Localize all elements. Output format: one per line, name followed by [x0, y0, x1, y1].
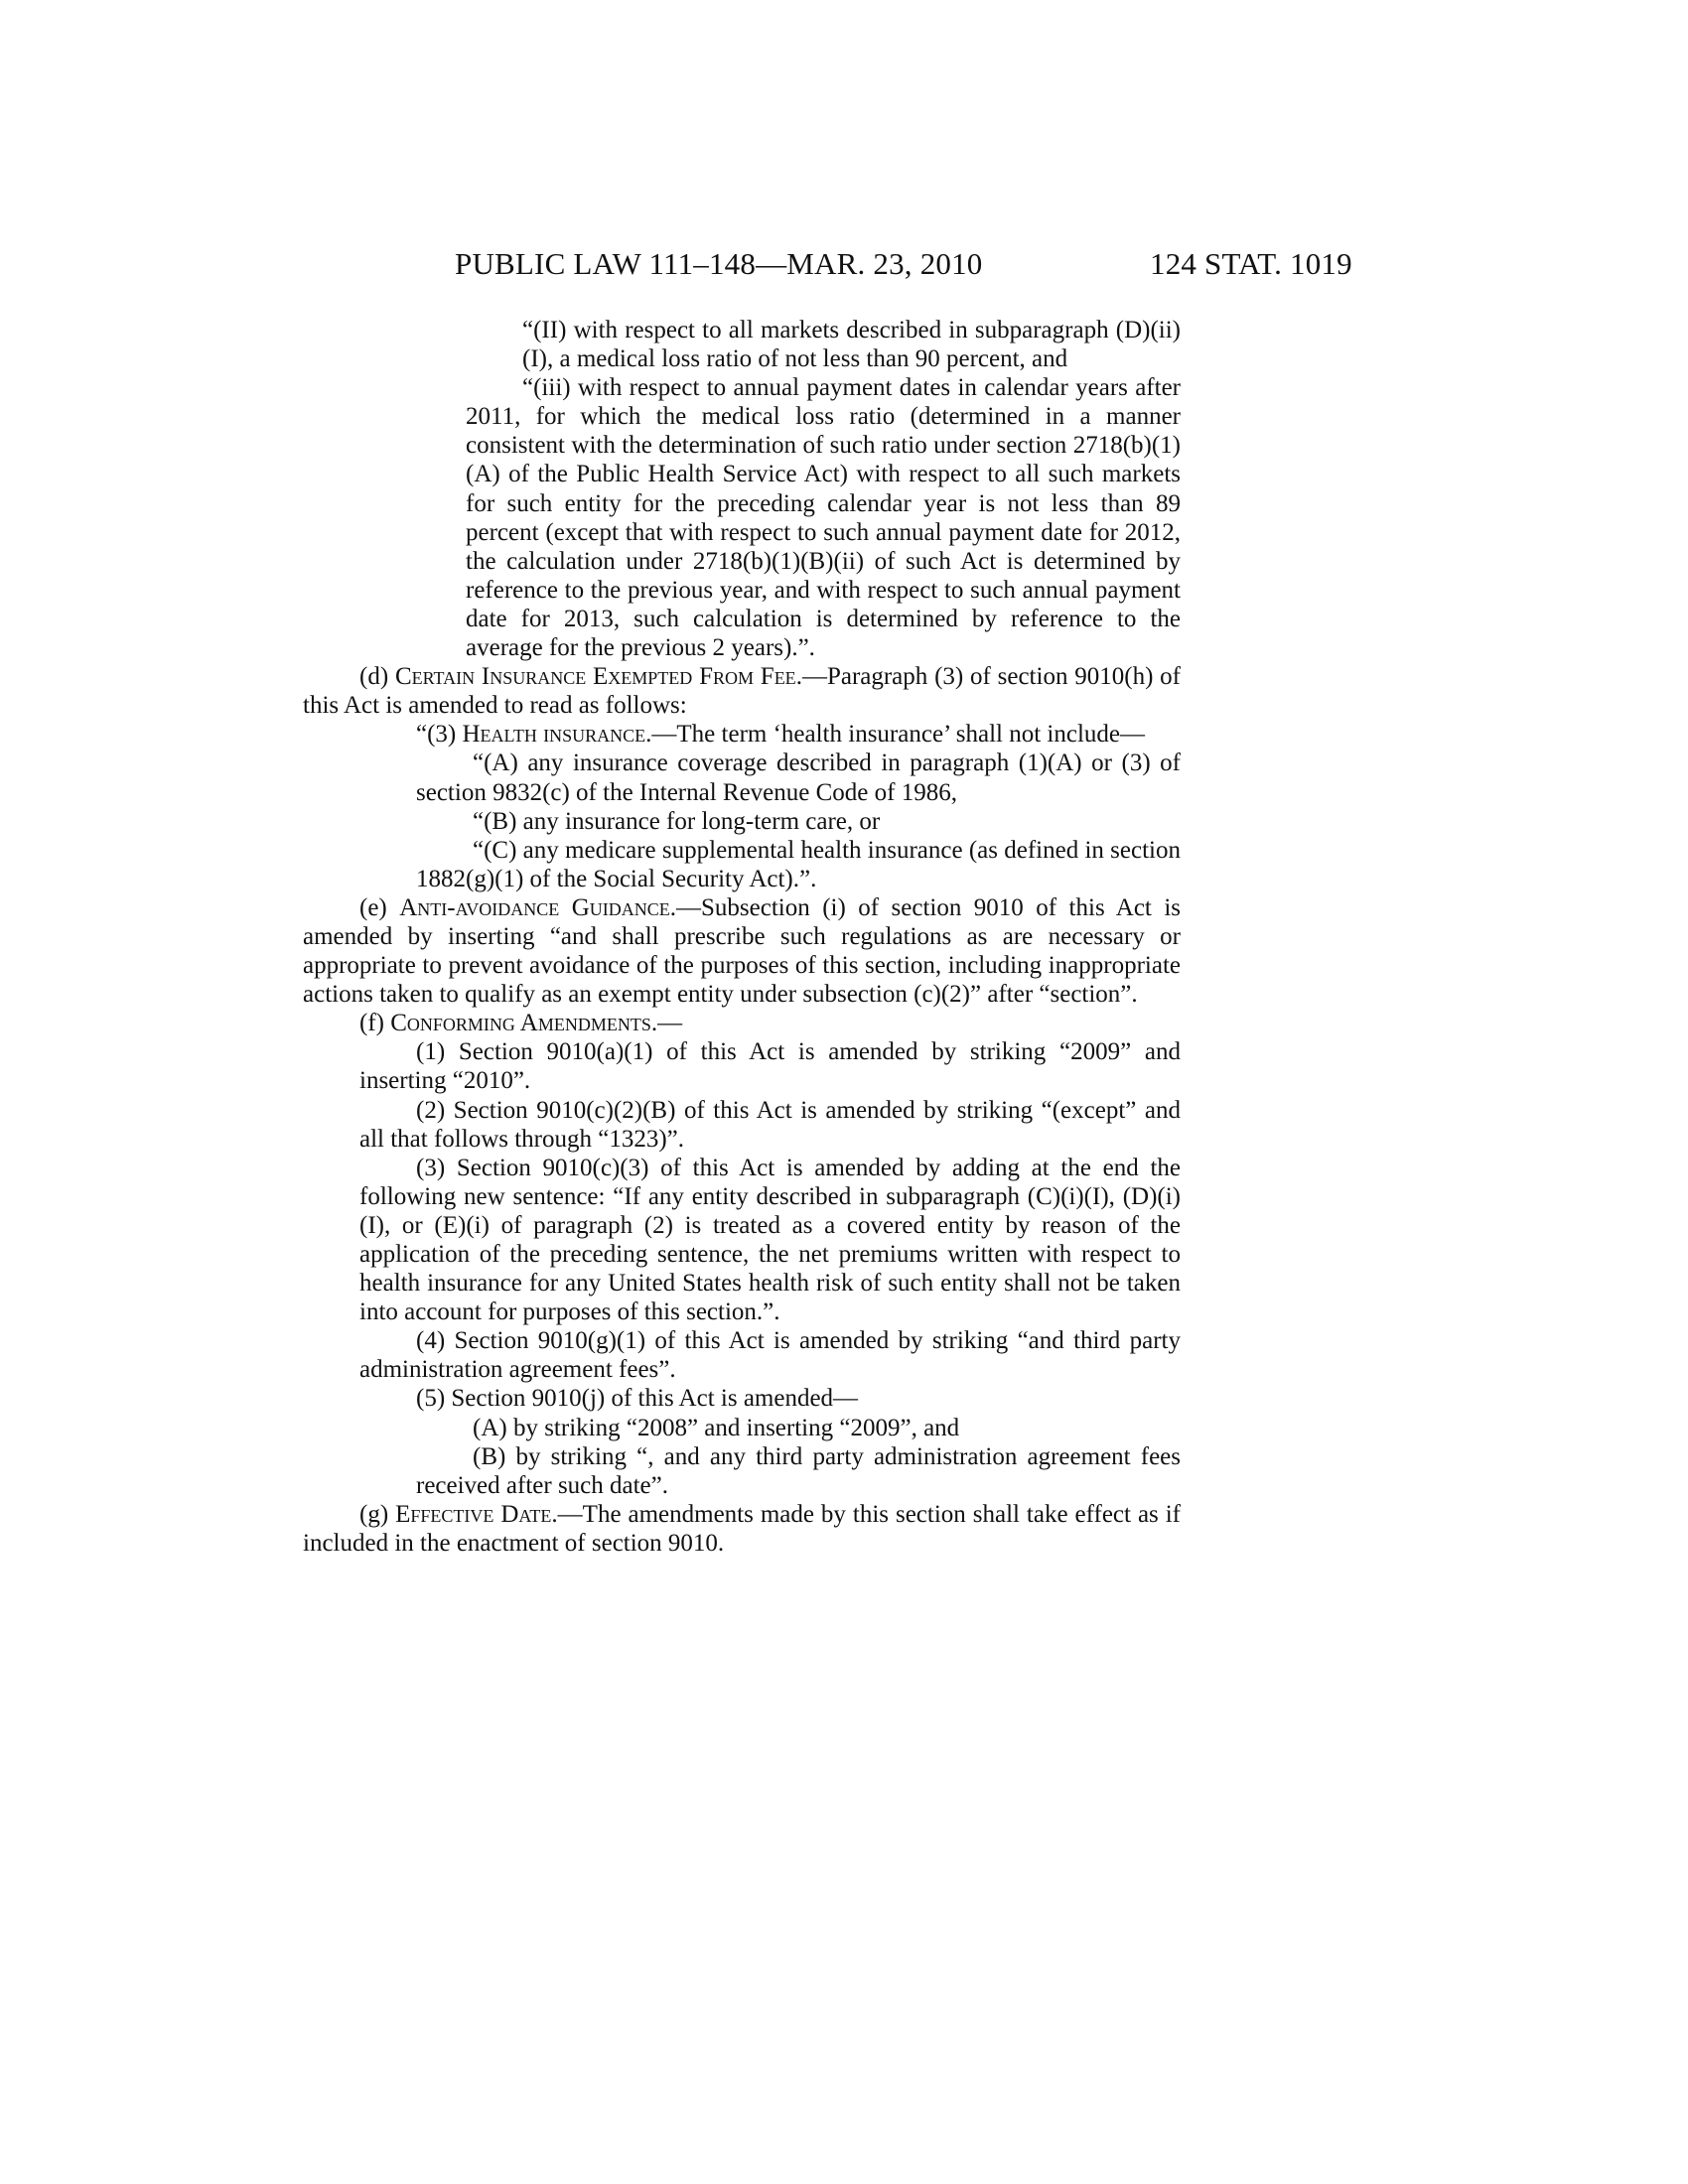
subparagraph-d-3-B: “(B) any insurance for long-term care, or: [473, 807, 881, 835]
page-body: [0, 316, 1688, 1558]
subparagraph-f-5-A: (A) by striking “2008” and inserting “2009”, and: [473, 1414, 960, 1441]
subparagraph-d-3-C: “(C) any medicare supplemental health insurance (as defined in section 1882(g)(1) of the Social Security Act).”.: [416, 836, 1181, 892]
paragraph-f-2: (2) Section 9010(c)(2)(B) of this Act is amended by striking “(except” and all that follows through “1323)”.: [359, 1096, 1181, 1153]
subsection-d-heading: Certain Insurance Exempted From Fee: [394, 663, 796, 691]
subparagraph-f-5-B: (B) by striking “, and any third party administration agreement fees received after such date”.: [416, 1442, 1181, 1499]
subsection-g-heading: Effective Date: [395, 1500, 552, 1528]
subsection-d: (d) Certain Insurance Exempted From Fee.—Paragraph (3) of section 9010(h) of this Act is amended to read as follows:: [303, 663, 1182, 720]
paragraph-f-1: (1) Section 9010(a)(1) of this Act is amended by striking “2009” and inserting “2010”.: [359, 1038, 1181, 1095]
paragraph-d-3: “(3) Health insurance.—The term ‘health insurance’ shall not include—: [416, 721, 1146, 749]
subsection-e-heading: Anti-avoidance Guidance: [399, 893, 670, 921]
clause-iii: “(iii) with respect to annual payment dates in calendar years after 2011, for which the medical loss ratio (determined in a manner consistent with the determination of such ratio under section 2718(b)(1)(A) of the Public Health Service Act) with respect to all such markets for such entity for the preceding calendar year is not less than 89 percent (except that with respect to such annual payment date for 2012, the calculation under 2718(b)(1)(B)(ii) of such Act is determined by reference to the previous year, and with respect to such annual payment date for 2013, such calculation is determined by reference to the average for the previous 2 years).”.: [466, 374, 1181, 662]
paragraph-d-3-heading: Health insurance: [462, 721, 646, 749]
subsection-f-heading: Conforming Amendments: [390, 1010, 651, 1037]
running-header-law: PUBLIC LAW 111–148—MAR. 23, 2010: [455, 246, 983, 281]
paragraph-f-4: (4) Section 9010(g)(1) of this Act is amended by striking “and third party administration agreement fees”.: [359, 1327, 1181, 1384]
subsection-e: (e) Anti-avoidance Guidance.—Subsection (i) of section 9010 of this Act is amended by inserting “and shall prescribe such regulations as are necessary or appropriate to prevent avoidance of the purposes of this section, including inappropriate actions taken to qualify as an exempt entity under subsection (c)(2)” after “section”.: [303, 893, 1181, 1009]
subsection-f: (f) Conforming Amendments.—: [359, 1010, 683, 1037]
subparagraph-d-3-A: “(A) any insurance coverage described in paragraph (1)(A) or (3) of section 9832(c) of the Internal Revenue Code of 1986,: [416, 750, 1181, 806]
subsection-g: (g) Effective Date.—The amendments made by this section shall take effect as if included in the enactment of section 9010.: [303, 1500, 1181, 1557]
running-header-statute: 124 STAT. 1019: [1150, 246, 1352, 281]
clause-II: “(II) with respect to all markets described in subparagraph (D)(ii)(I), a medical loss ratio of not less than 90 percent, and: [522, 317, 1181, 373]
paragraph-f-5: (5) Section 9010(j) of this Act is amended—: [416, 1385, 859, 1413]
paragraph-f-3: (3) Section 9010(c)(3) of this Act is amended by adding at the end the following new sentence: “If any entity described in subparagraph (C)(i)(I), (D)(i)(I), or (E)(i) of paragraph (2) is treated as a covered entity by reason of the application of the preceding sentence, the net premiums written with respect to health insurance for any United States health risk of such entity shall not be taken into account for purposes of this section.”.: [359, 1154, 1181, 1326]
